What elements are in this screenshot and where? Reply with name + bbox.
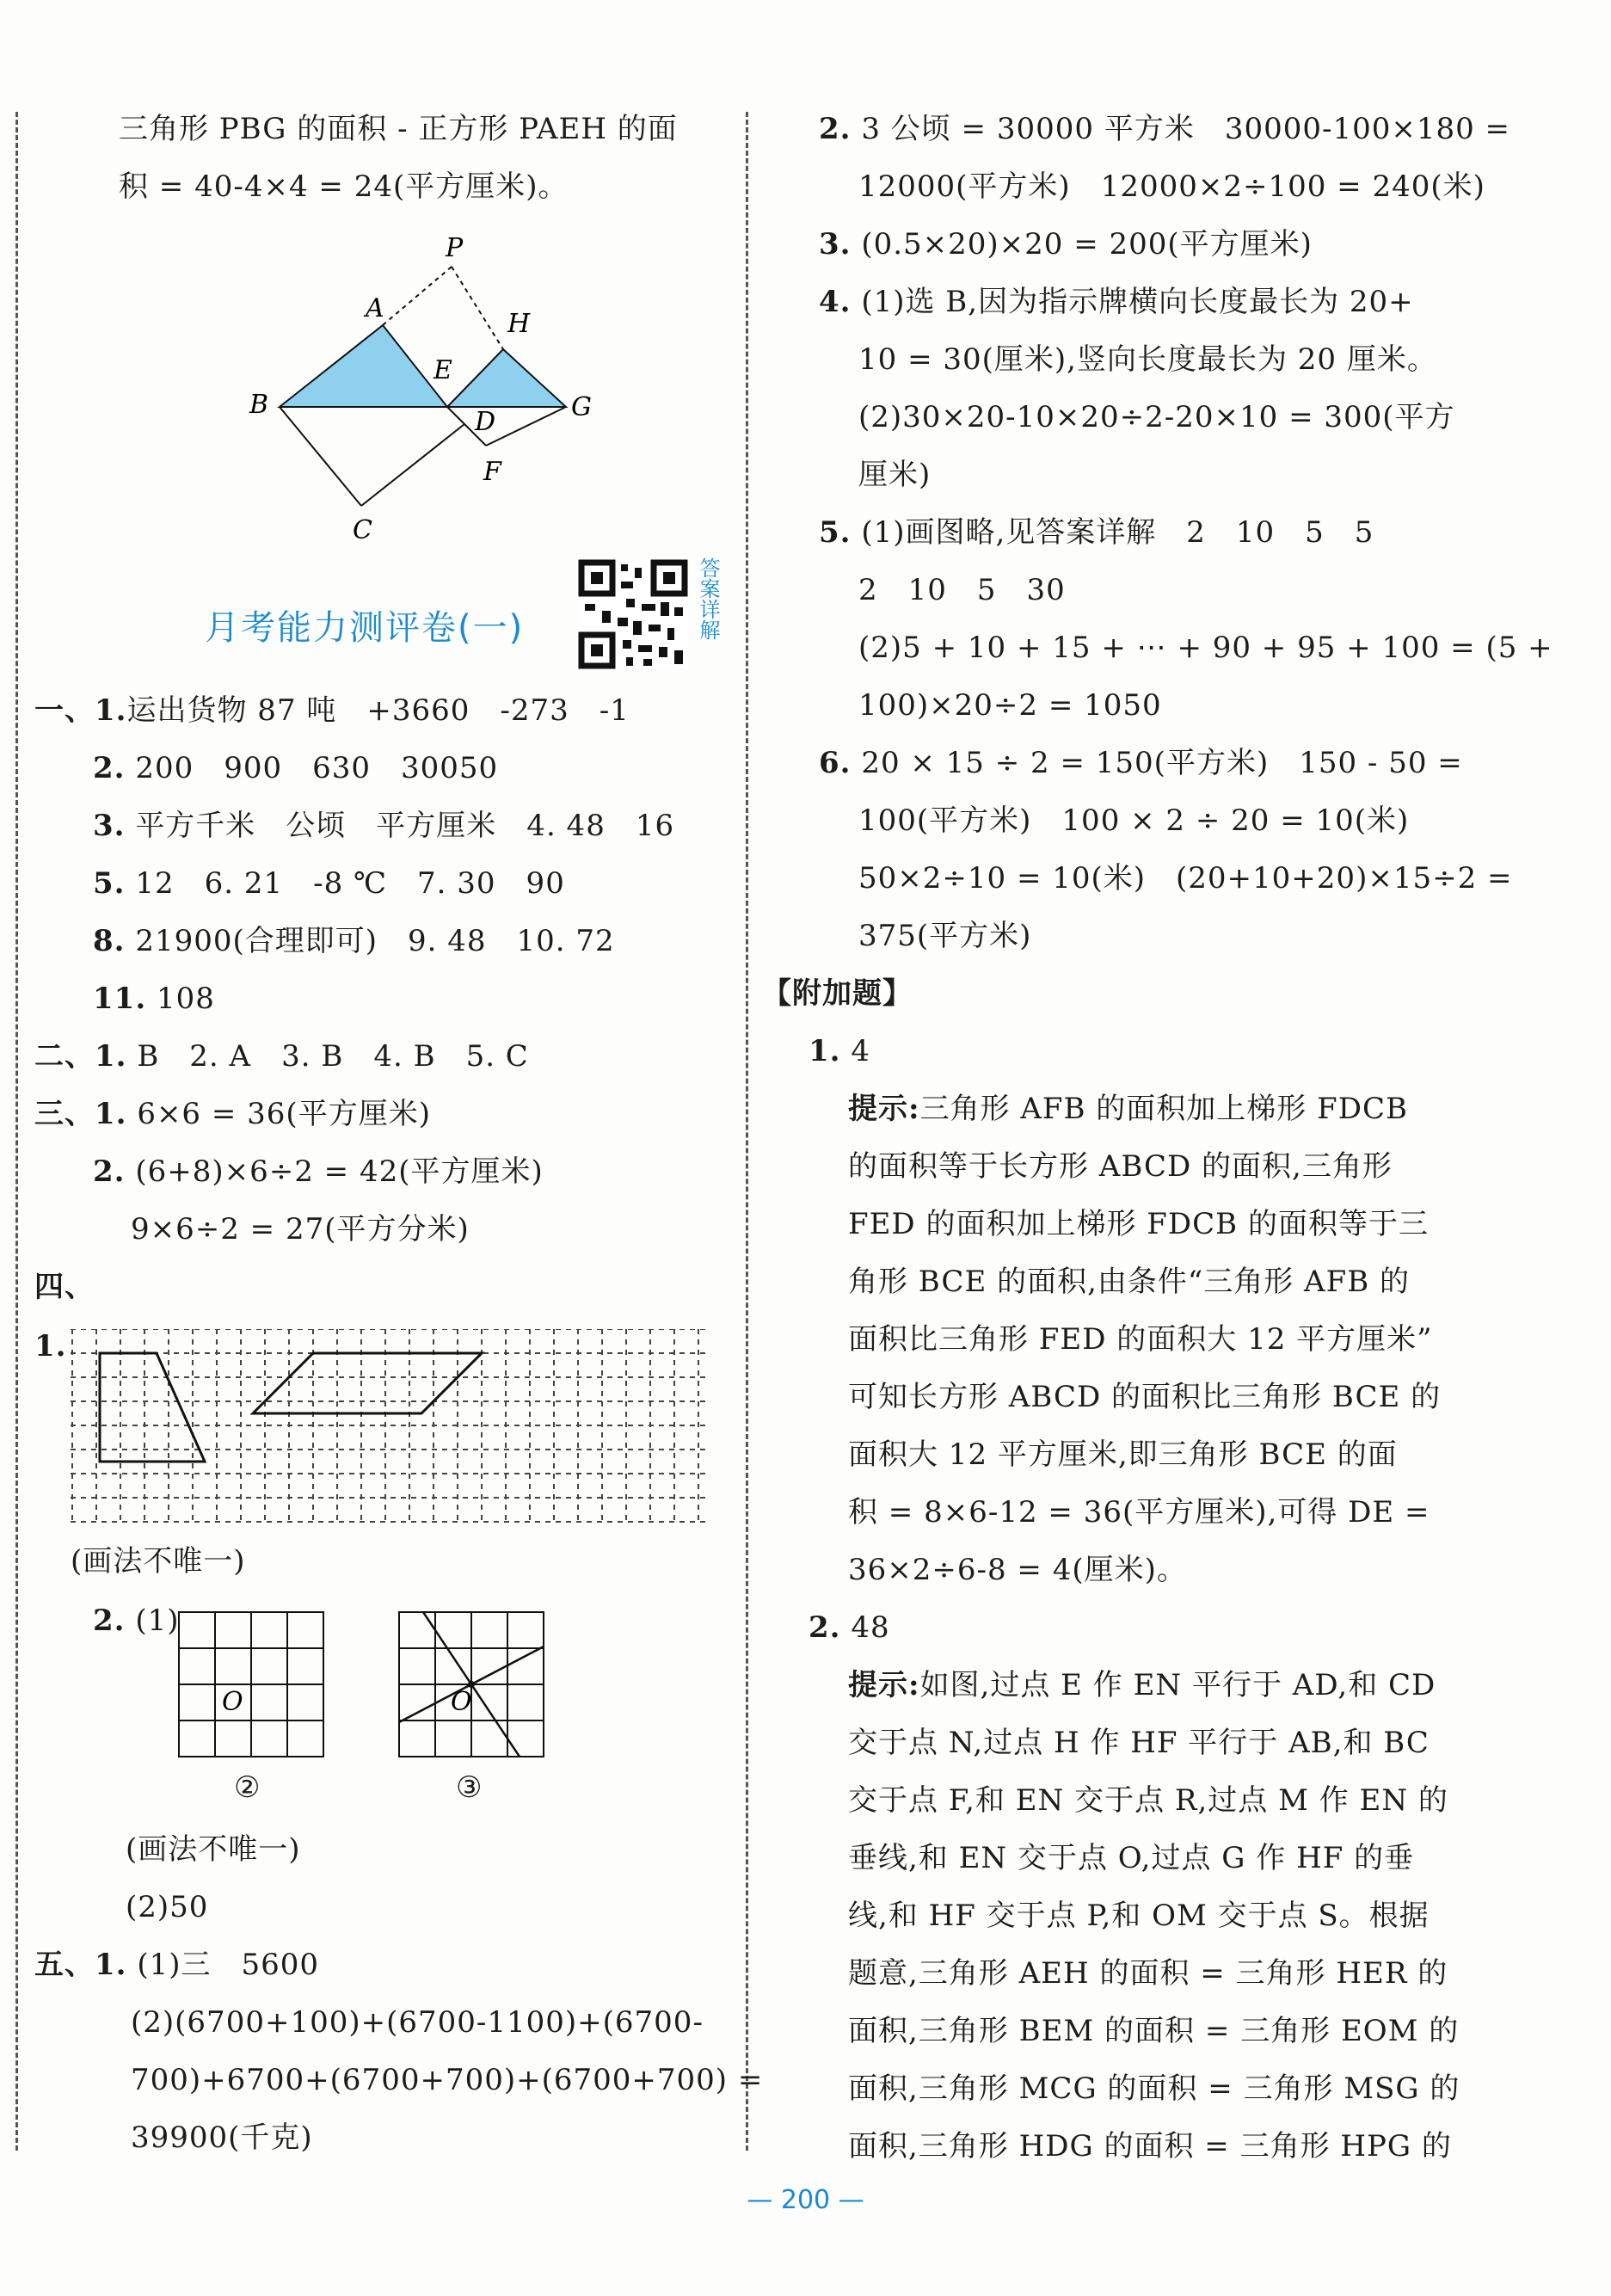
left-item-11 bbox=[34, 1270, 95, 1304]
item-text: 如图,过点 E 作 EN 平行于 AD,和 CD bbox=[919, 1668, 1436, 1702]
item-label: 5. bbox=[819, 515, 852, 550]
left-item-8 bbox=[34, 1097, 431, 1131]
left-item-1 bbox=[34, 693, 630, 728]
dashed-line-ph bbox=[452, 267, 503, 349]
right-item-26 bbox=[848, 1553, 1187, 1587]
item-text: 6×6 = 36(平方厘米) bbox=[137, 1097, 431, 1131]
hint-label: 提示: bbox=[848, 1668, 920, 1702]
item-text: 面积,三角形 BEM 的面积 = 三角形 EOM 的 bbox=[848, 2014, 1460, 2048]
grid-drawing-3 bbox=[397, 1610, 545, 1758]
label-c: C bbox=[353, 515, 372, 545]
item-text: 100(平方米) 100 × 2 ÷ 20 = 10(米) bbox=[858, 803, 1410, 838]
label-e: E bbox=[433, 355, 452, 385]
item-text: 3 公顷 = 30000 平方米 30000-100×180 = bbox=[861, 112, 1511, 146]
item-label: 5. bbox=[93, 866, 126, 901]
right-item-17 bbox=[809, 1034, 870, 1068]
right-item-29 bbox=[848, 1726, 1430, 1760]
item-text: B 2. A 3. B 4. B 5. C bbox=[137, 1039, 529, 1074]
section-title: 月考能力测评卷(一) bbox=[205, 608, 525, 648]
item-text: (2)5 + 10 + 15 + ⋯ + 90 + 95 + 100 = (5 + bbox=[858, 631, 1553, 665]
item-text: 面积,三角形 HDG 的面积 = 三角形 HPG 的 bbox=[848, 2129, 1452, 2164]
item-text: 20 × 15 ÷ 2 = 150(平方米) 150 - 50 = bbox=[861, 746, 1463, 780]
item-text: (1)选 B,因为指示牌横向长度最长为 20+ bbox=[861, 285, 1414, 319]
item-text: 面积比三角形 FED 的面积大 12 平方厘米” bbox=[848, 1322, 1433, 1357]
item-label: 2. bbox=[93, 751, 126, 785]
item-text: 100)×20÷2 = 1050 bbox=[858, 688, 1162, 723]
left-top-line-1: 三角形 PBG 的面积 - 正方形 PAEH 的面 bbox=[119, 112, 678, 146]
item-text: 平方千米 公顷 平方厘米 4. 48 16 bbox=[135, 809, 675, 843]
item-label: 6. bbox=[819, 746, 852, 780]
grid-drawing-2 bbox=[177, 1610, 325, 1758]
right-item-21 bbox=[848, 1265, 1410, 1299]
item-text: 三角形 AFB 的面积加上梯形 FDCB bbox=[919, 1092, 1408, 1126]
right-item-18 bbox=[848, 1092, 1408, 1126]
item-label: 三、1. bbox=[34, 1097, 127, 1131]
right-item-2 bbox=[858, 169, 1485, 204]
segment-cd bbox=[361, 424, 464, 506]
item-text: 运出货物 87 吨 +3660 -273 -1 bbox=[126, 693, 630, 728]
right-item-7 bbox=[858, 458, 931, 492]
right-item-35 bbox=[848, 2071, 1460, 2106]
item-text: 10 = 30(厘米),竖向长度最长为 20 厘米。 bbox=[858, 342, 1437, 377]
right-item-24 bbox=[848, 1437, 1398, 1472]
item-text: 线,和 HF 交于点 P,和 OM 交于点 S。根据 bbox=[848, 1899, 1430, 1933]
left-item-14 bbox=[93, 1604, 179, 1638]
item-text: 的面积等于长方形 ABCD 的面积,三角形 bbox=[848, 1149, 1393, 1184]
left-item-4 bbox=[93, 866, 565, 901]
item-label: 1. bbox=[34, 1329, 67, 1363]
item-text: 48 bbox=[851, 1610, 890, 1645]
item-label: 4. bbox=[819, 285, 852, 319]
item-text: 375(平方米) bbox=[858, 919, 1032, 953]
dashed-line-pa bbox=[383, 267, 452, 325]
item-text: (2)(6700+100)+(6700-1100)+(6700- bbox=[131, 2005, 704, 2040]
label-f: F bbox=[483, 457, 501, 487]
right-item-6 bbox=[858, 400, 1455, 434]
label-a: A bbox=[366, 293, 384, 323]
right-item-15 bbox=[858, 919, 1031, 953]
item-text: 200 900 630 30050 bbox=[135, 751, 499, 785]
circle-label-3: ③ bbox=[456, 1770, 483, 1805]
item-text: 21900(合理即可) 9. 48 10. 72 bbox=[135, 924, 615, 958]
item-label: 3. bbox=[819, 227, 852, 262]
right-item-4 bbox=[819, 285, 1414, 319]
right-item-9 bbox=[858, 573, 1066, 607]
item-text: 2 10 5 30 bbox=[858, 573, 1066, 607]
item-text: (2)50 bbox=[126, 1890, 209, 1924]
right-item-28 bbox=[848, 1668, 1436, 1702]
item-label: 1. bbox=[809, 1034, 841, 1068]
item-text: 9×6÷2 = 27(平方分米) bbox=[131, 1212, 470, 1246]
item-text: 题意,三角形 AEH 的面积 = 三角形 HER 的 bbox=[848, 1956, 1448, 1991]
item-label: 五、1. bbox=[34, 1948, 127, 1982]
left-item-7 bbox=[34, 1039, 529, 1074]
item-text: (2)30×20-10×20÷2-20×10 = 300(平方 bbox=[858, 400, 1455, 434]
item-text: (1)画图略,见答案详解 2 10 5 5 bbox=[861, 515, 1374, 550]
label-b: B bbox=[249, 390, 269, 420]
left-item-15 bbox=[126, 1832, 301, 1867]
item-label: 2. bbox=[809, 1610, 841, 1645]
hint-label: 提示: bbox=[848, 1092, 920, 1126]
item-text: 700)+6700+(6700+700)+(6700+700) = bbox=[131, 2063, 764, 2097]
item-label: 一、1. bbox=[34, 693, 127, 728]
item-text: 50×2÷10 = 10(米) (20+10+20)×15÷2 = bbox=[858, 861, 1513, 896]
right-item-27 bbox=[809, 1610, 890, 1645]
point-o-label: O bbox=[451, 1687, 472, 1717]
item-label: 2. bbox=[93, 1154, 126, 1189]
qr-side-text: 答案详解 bbox=[696, 557, 720, 640]
item-text: (0.5×20)×20 = 200(平方厘米) bbox=[861, 227, 1313, 262]
right-item-32 bbox=[848, 1899, 1430, 1933]
item-label: 3. bbox=[93, 809, 126, 843]
left-item-19 bbox=[131, 2063, 763, 2097]
item-text: 积 = 8×6-12 = 36(平方厘米),可得 DE = bbox=[848, 1495, 1430, 1530]
right-item-19 bbox=[848, 1149, 1393, 1184]
right-item-30 bbox=[848, 1783, 1448, 1818]
right-item-16 bbox=[762, 976, 913, 1011]
label-g: G bbox=[571, 392, 592, 422]
left-item-16 bbox=[126, 1890, 208, 1924]
right-item-8 bbox=[819, 515, 1374, 550]
right-item-13 bbox=[858, 803, 1409, 838]
item-text: 12 6. 21 -8 ℃ 7. 30 90 bbox=[135, 866, 565, 901]
geometry-figure bbox=[241, 231, 602, 549]
item-text: 厘米) bbox=[858, 458, 932, 492]
left-margin-divider bbox=[15, 112, 18, 2151]
item-text: (1) bbox=[135, 1604, 180, 1638]
right-item-3 bbox=[819, 227, 1313, 262]
item-text: (画法不唯一) bbox=[71, 1544, 246, 1579]
label-h: H bbox=[507, 309, 531, 339]
left-item-20 bbox=[131, 2121, 313, 2155]
trapezoid-shape bbox=[100, 1353, 205, 1462]
left-item-5 bbox=[93, 924, 615, 958]
item-text: (6+8)×6÷2 = 42(平方厘米) bbox=[135, 1154, 544, 1189]
left-item-6 bbox=[93, 982, 215, 1016]
right-item-36 bbox=[848, 2129, 1452, 2164]
item-text: 交于点 N,过点 H 作 HF 平行于 AB,和 BC bbox=[848, 1726, 1430, 1760]
item-text: 36×2÷6-8 = 4(厘米)。 bbox=[848, 1553, 1187, 1587]
item-text: 39900(千克) bbox=[131, 2121, 313, 2155]
page-number: — 200 — bbox=[747, 2185, 864, 2215]
item-text: FED 的面积加上梯形 FDCB 的面积等于三 bbox=[848, 1207, 1429, 1241]
parallelogram-shape bbox=[253, 1353, 482, 1413]
item-text: 面积,三角形 MCG 的面积 = 三角形 MSG 的 bbox=[848, 2071, 1460, 2106]
right-item-11 bbox=[858, 688, 1162, 723]
right-item-5 bbox=[858, 342, 1437, 377]
segment-fg bbox=[486, 407, 566, 446]
right-item-1 bbox=[819, 112, 1510, 146]
grid-drawing-1 bbox=[71, 1329, 707, 1523]
item-label: 二、1. bbox=[34, 1039, 127, 1074]
right-item-31 bbox=[848, 1841, 1414, 1875]
point-o-label: O bbox=[222, 1687, 243, 1717]
right-item-20 bbox=[848, 1207, 1429, 1241]
item-text: 角形 BCE 的面积,由条件“三角形 AFB 的 bbox=[848, 1265, 1410, 1299]
left-item-10 bbox=[131, 1212, 470, 1246]
item-label: 【附加题】 bbox=[762, 976, 913, 1011]
right-item-23 bbox=[848, 1380, 1441, 1414]
item-text: 可知长方形 ABCD 的面积比三角形 BCE 的 bbox=[848, 1380, 1442, 1414]
item-label: 8. bbox=[93, 924, 126, 958]
item-label: 2. bbox=[93, 1604, 126, 1638]
left-item-9 bbox=[93, 1154, 544, 1189]
left-item-17 bbox=[34, 1948, 319, 1982]
circle-label-2: ② bbox=[234, 1770, 261, 1805]
segment-bc bbox=[280, 407, 361, 506]
shaded-triangle-right bbox=[447, 349, 566, 407]
item-text: (1)三 5600 bbox=[137, 1948, 320, 1982]
item-label: 11. bbox=[93, 982, 147, 1016]
label-d: D bbox=[475, 407, 496, 437]
column-divider bbox=[746, 112, 748, 2151]
item-text: 垂线,和 EN 交于点 O,过点 G 作 HF 的垂 bbox=[848, 1841, 1415, 1875]
left-item-2 bbox=[93, 751, 498, 785]
right-item-14 bbox=[858, 861, 1513, 896]
item-text: 12000(平方米) 12000×2÷100 = 240(米) bbox=[858, 169, 1485, 204]
left-top-line-2: 积 = 40-4×4 = 24(平方厘米)。 bbox=[119, 169, 569, 204]
item-text: 108 bbox=[156, 982, 215, 1016]
right-item-25 bbox=[848, 1495, 1430, 1530]
item-text: 交于点 F,和 EN 交于点 R,过点 M 作 EN 的 bbox=[848, 1783, 1448, 1818]
left-item-18 bbox=[131, 2005, 704, 2040]
label-p: P bbox=[446, 233, 464, 263]
shaded-triangle-left bbox=[280, 325, 447, 407]
left-item-13 bbox=[71, 1544, 246, 1579]
right-item-33 bbox=[848, 1956, 1448, 1991]
right-item-22 bbox=[848, 1322, 1433, 1357]
qr-code-icon[interactable] bbox=[578, 559, 688, 669]
item-label: 2. bbox=[819, 112, 852, 146]
right-item-12 bbox=[819, 746, 1463, 780]
item-text: (画法不唯一) bbox=[126, 1832, 301, 1867]
item-text: 4 bbox=[851, 1034, 870, 1068]
left-item-12 bbox=[34, 1329, 67, 1363]
right-item-34 bbox=[848, 2014, 1459, 2048]
item-label: 四、 bbox=[34, 1270, 95, 1304]
left-item-3 bbox=[93, 809, 674, 843]
item-text: 面积大 12 平方厘米,即三角形 BCE 的面 bbox=[848, 1437, 1398, 1472]
right-item-10 bbox=[858, 631, 1553, 665]
